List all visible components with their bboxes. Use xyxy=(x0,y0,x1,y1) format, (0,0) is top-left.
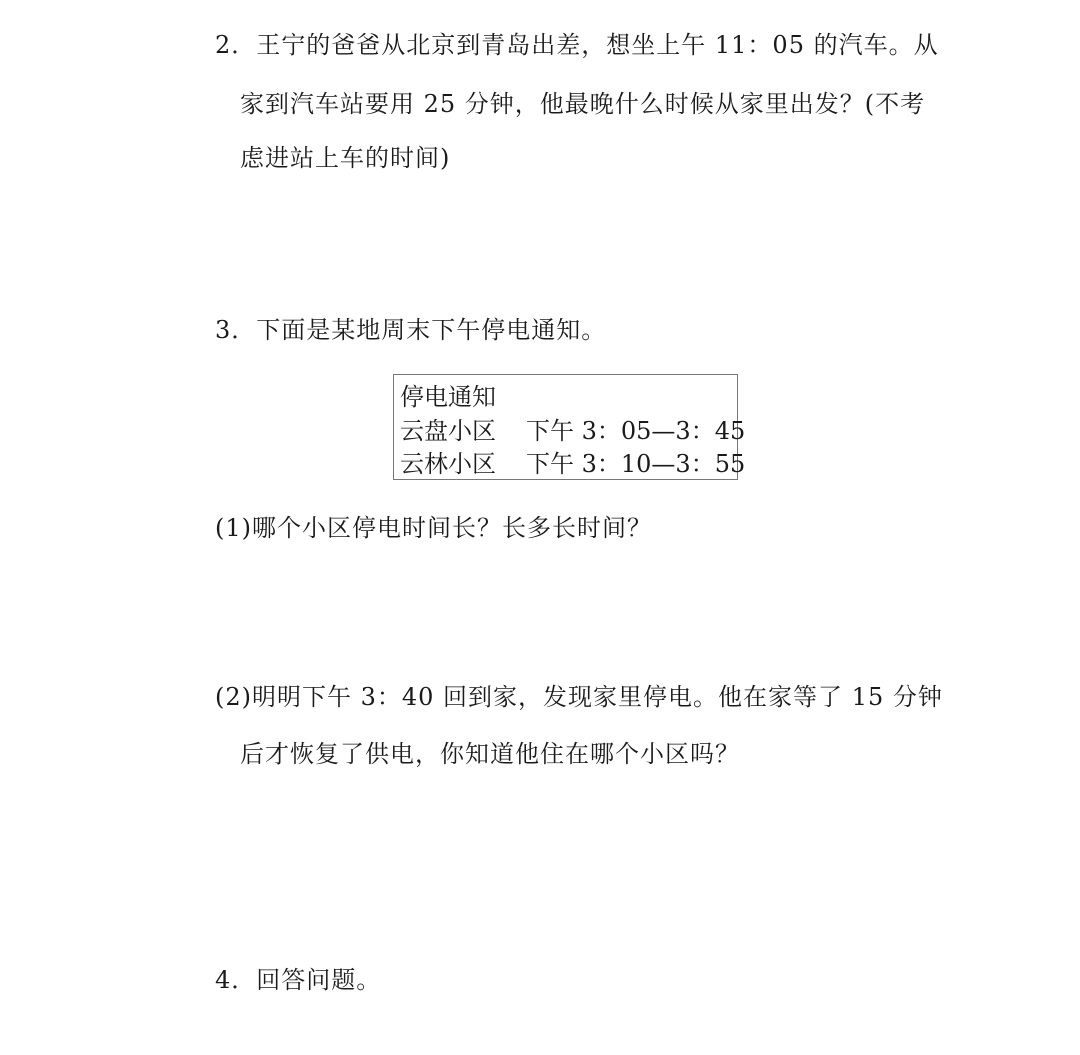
notice-area: 云盘小区 xyxy=(400,417,496,445)
q2-line-2: 家到汽车站要用 25 分钟，他最晚什么时候从家里出发？(不考 xyxy=(240,90,926,118)
power-outage-notice-box xyxy=(393,374,746,480)
notice-area: 云林小区 xyxy=(400,450,496,478)
q3-sub-question-1: (1)哪个小区停电时间长？长多长时间？ xyxy=(215,514,652,542)
notice-row xyxy=(400,417,746,445)
notice-time: 下午 3：05—3：45 xyxy=(526,417,746,445)
notice-title: 停电通知 xyxy=(400,383,496,411)
q2-line-3: 虑进站上车的时间) xyxy=(240,144,451,172)
notice-time: 下午 3：10—3：55 xyxy=(526,450,746,478)
q2-line-1: 2．王宁的爸爸从北京到青岛出差，想坐上午 11：05 的汽车。从 xyxy=(215,31,939,59)
q3-intro: 3．下面是某地周末下午停电通知。 xyxy=(215,316,607,344)
notice-row xyxy=(400,450,746,478)
q3-sub-question-2-line-2: 后才恢复了供电，你知道他住在哪个小区吗？ xyxy=(240,740,740,768)
q3-sub-question-2-line-1: (2)明明下午 3：40 回到家，发现家里停电。他在家等了 15 分钟 xyxy=(215,683,943,711)
q4-intro: 4．回答问题。 xyxy=(215,966,382,994)
